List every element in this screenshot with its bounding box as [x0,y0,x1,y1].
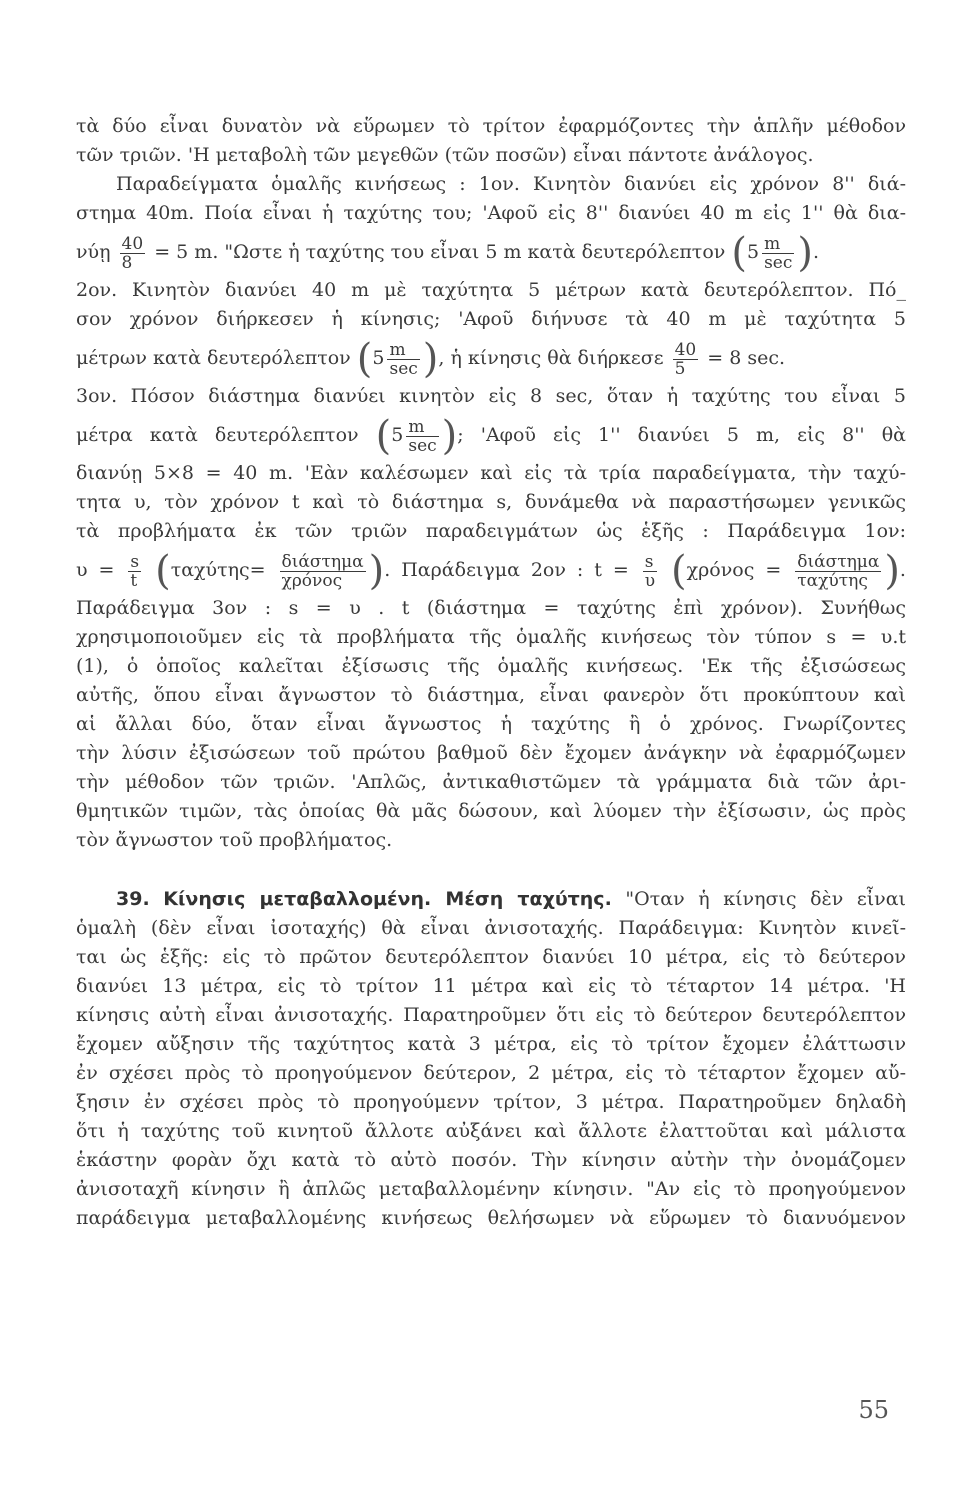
text-line: διανύῃ 5×8 = 40 m. 'Εὰν καλέσωμεν καὶ εἰς τὰ τρία παραδείγματα, τὴν ταχύ- [76,462,906,484]
text-line: Παραδείγματα ὁμαλῆς κινήσεως : 1ον. Κινητὸν διανύει εἰς χρόνον 8'' διά- [116,173,906,195]
text-line: τητα υ, τὸν χρόνον t καὶ τὸ διάστημα s, δυνάμεθα νὰ παραστήσωμεν γενικῶς [76,491,906,513]
fraction-numerator: m [387,341,419,360]
paragraph-example-3 [76,382,906,855]
left-paren: ( [671,548,687,594]
text-fragment: , ἡ κίνησις θὰ διήρκεσε [438,347,664,369]
text-fragment: υ = [76,559,115,581]
fraction-numerator: 40 [121,233,144,254]
text-line: τῶν τριῶν. 'Η μεταβολὴ τῶν μεγεθῶν (τῶν ποσῶν) εἶναι πάντοτε ἀνάλογος. [76,144,814,166]
text-fragment: . [899,559,906,581]
left-paren: ( [375,413,392,459]
fraction-numerator: 40 [674,339,697,360]
fraction [643,553,657,590]
text-line: ἐν σχέσει πρὸς τὸ προηγούμενον δεύτερον, 2 μέτρα, εἰς τὸ τέταρτον ἔχομεν αὔ- [76,1062,906,1084]
text-line: ὁμαλὴ (δὲν εἶναι ἰσοταχής) θὰ εἶναι ἀνισοταχής. Παράδειγμα: Κινητὸν κινεῖ- [76,917,906,939]
paragraph-intro [76,112,906,170]
fraction-denominator: t [130,570,138,591]
left-paren: ( [731,230,747,276]
fraction-denominator: 8 [121,252,133,273]
page-body [76,112,906,1233]
fraction-numerator: m [762,235,794,254]
right-paren: ) [797,230,813,276]
section-number: 39. [116,888,150,910]
right-paren: ) [422,336,439,382]
text-fragment: . [812,241,820,263]
text-line: Παράδειγμα 3ον : s = υ . t (διάστημα = ταχύτης ἐπὶ χρόνον). Συνήθως [76,597,906,619]
text-fragment: ταχύτης= [170,559,266,581]
text-fragment: 5 [372,347,385,369]
text-fragment: μέτρα κατὰ δευτερόλεπτον [76,424,359,446]
text-line: κίνησις αὐτὴ εἶναι ἀνισοταχής. Παρατηροῦμεν ὅτι εἰς τὸ δεύτερον δευτερόλεπτον [76,1004,906,1026]
fraction-denominator: ταχύτης [797,570,868,591]
formula-line [76,546,906,594]
text-fragment: ; 'Αφοῦ εἰς 1'' διανύει 5 m, εἰς 8'' θὰ [457,424,906,446]
text-line: ται ὡς ἑξῆς: εἰς τὸ πρῶτον δευτερόλεπτον διανύει 10 μέτρα, εἰς τὸ δεύτερον [76,946,906,968]
fraction-numerator: m [406,418,438,437]
formula-line [76,411,906,459]
text-line: σον χρόνον διήρκεσεν ἡ κίνησις; 'Αφοῦ διήνυσε τὰ 40 m μὲ ταχύτητα 5 [76,308,906,330]
formula-line [76,228,906,276]
text-line [76,885,906,914]
text-line: τὰ προβλήματα ἐκ τῶν τριῶν παραδειγμάτων ὡς ἑξῆς : Παράδειγμα 1ον: [76,520,906,542]
text-fragment: μέτρων κατὰ δευτερόλεπτον [76,347,351,369]
text-line: 2ον. Κινητὸν διανύει 40 m μὲ ταχύτητα 5 μέτρων κατὰ δευτερόλεπτον. Πό_ [76,279,906,301]
fraction-denominator: υ [644,570,656,591]
formula-line [76,334,906,382]
unit-fraction [406,418,438,455]
fraction [673,341,699,378]
text-line: ὅτι ἡ ταχύτης τοῦ κινητοῦ ἄλλοτε αὐξάνει καὶ ἄλλοτε ἐλαττοῦται καὶ μάλιστα [76,1120,906,1142]
text-line: ξησιν ἐν σχέσει πρὸς τὸ προηγούμενν τρίτον, 3 μέτρα. Παρατηροῦμεν δηλαδὴ [76,1091,906,1113]
text-line: αὐτῆς, ὅπου εἶναι ἄγνωστον τὸ διάστημα, εἶναι φανερὸν ὅτι προκύπτουν καὶ [76,684,906,706]
fraction-numerator: s [643,553,657,572]
text-line: (1), ὁ ὁποῖος καλεῖται ἐξίσωσις τῆς ὁμαλῆς κινήσεως. 'Εκ τῆς ἐξισώσεως [76,655,906,677]
text-line: αἱ ἄλλαι δύο, ὅταν εἶναι ἄγνωστος ἡ ταχύτης ἢ ὁ χρόνος. Γνωρίζοντες [76,713,906,735]
fraction [795,553,881,590]
text-line: τὸν ἄγνωστον τοῦ προβλήματος. [76,829,393,851]
fraction-numerator: διάστημα [797,551,880,572]
text-line: τὴν μέθοδον τῶν τριῶν. 'Απλῶς, ἀντικαθιστῶμεν τὰ γράμματα διὰ τῶν ἀρι- [76,771,906,793]
right-paren: ) [441,413,458,459]
fraction [120,235,146,272]
text-line: ἔχομεν αὔξησιν τῆς ταχύτητος κατὰ 3 μέτρα, εἰς τὸ τρίτον ἔχομεν ἐλάττωσιν [76,1033,906,1055]
unit-fraction [387,341,419,378]
fraction-denominator: sec [408,435,437,456]
fraction [128,553,141,590]
text-fragment: νύῃ [76,241,111,263]
unit-fraction [762,235,794,272]
left-paren: ( [155,548,171,594]
text-fragment: 5 [391,424,404,446]
page-number: 55 [858,1396,889,1424]
text-fragment: 5 [746,241,760,263]
fraction-denominator: sec [764,252,793,273]
fraction-denominator: sec [389,358,418,379]
paragraph-example-2 [76,276,906,382]
right-paren: ) [884,548,900,594]
text-line: ἑκάστην φορὰν ὄχι κατὰ τὸ αὐτὸ ποσόν. Τὴν κίνησιν αὐτὴν τὴν ὀνομάζομεν [76,1149,906,1171]
left-paren: ( [356,336,373,382]
text-fragment: χρόνος = [686,559,782,581]
text-line: στημα 40m. Ποία εἶναι ἡ ταχύτης του; 'Αφοῦ εἰς 8'' διανύει 40 m εἰς 1'' θὰ δια- [76,202,906,224]
text-line: τὴν λύσιν ἐξισώσεων τοῦ πρώτου βαθμοῦ δὲν ἔχομεν ἀνάγκην νὰ ἐφαρμόζωμεν [76,742,906,764]
text-fragment: "Οταν ἡ κίνησις δὲν εἶναι [625,888,907,910]
text-fragment: . Παράδειγμα 2ον : t = [384,559,629,581]
fraction-denominator: 5 [674,358,686,379]
fraction [280,553,366,590]
text-line: παράδειγμα μεταβαλλομένης κινήσεως θελήσωμεν νὰ εὕρωμεν τὸ διανυόμενον [76,1207,906,1229]
paragraph-example-1 [76,170,906,276]
text-line: διανύει 13 μέτρα, εἰς τὸ τρίτον 11 μέτρα καὶ εἰς τὸ τέταρτον 14 μέτρα. 'Η [76,975,906,997]
text-line: ἀνισοταχῆ κίνησιν ἢ ἁπλῶς μεταβαλλομένην κίνησιν. "Αν εἰς τὸ προηγούμενον [76,1178,906,1200]
text-fragment: = 8 sec. [707,347,786,369]
section-title: Κίνησις μεταβαλλομένη. Μέση ταχύτης. [163,888,612,910]
text-line: χρησιμοποιοῦμεν εἰς τὰ προβλήματα τῆς ὁμαλῆς κινήσεως τὸν τύπον s = υ.t [76,626,906,648]
fraction-denominator: χρόνος [281,570,343,591]
text-line: 3ον. Πόσον διάστημα διανύει κινητὸν εἰς 8 sec, ὅταν ἡ ταχύτης του εἶναι 5 [76,385,906,407]
text-line: τὰ δύο εἶναι δυνατὸν νὰ εὕρωμεν τὸ τρίτον ἐφαρμόζοντες τὴν ἁπλῆν μέθοδον [76,115,906,137]
fraction-numerator: διάστημα [281,551,364,572]
text-line: θμητικῶν τιμῶν, τὰς ὁποίας θὰ μᾶς δώσουν, καὶ λύομεν τὴν ἐξίσωσιν, ὡς πρὸς [76,800,906,822]
right-paren: ) [368,548,385,594]
fraction-numerator: s [130,551,140,572]
section-39 [76,885,906,1233]
text-fragment: = 5 m. "Ωστε ἡ ταχύτης του εἶναι 5 m κατὰ δευτερόλεπτον [154,241,726,263]
